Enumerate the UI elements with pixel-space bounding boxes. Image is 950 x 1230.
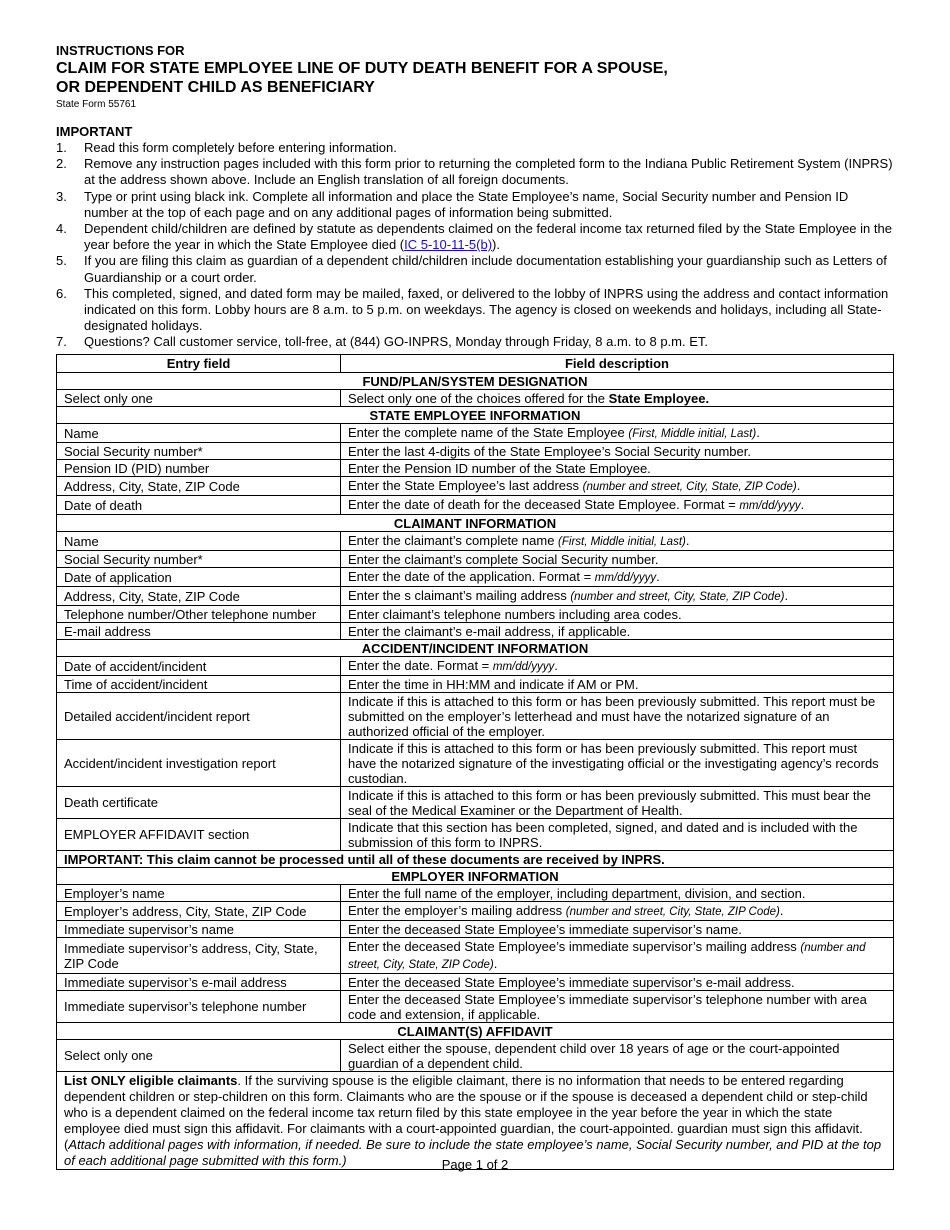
field-description-cell [341,937,894,973]
table-row [57,786,894,818]
desc-italic: mm/dd/yyyy [739,499,801,512]
instruction-item [56,253,894,285]
table-row [57,586,894,605]
entry-field-cell: Social Security number* [57,550,341,567]
field-description-cell: Enter the Pension ID number of the State Employee. [341,459,894,476]
field-description-cell: Indicate if this is attached to this form or has been previously submitted. This report must have the notarized signature of the investigating official or the investigating agency’s records custodian. [341,739,894,786]
entry-field-cell: E-mail address [57,622,341,639]
instruction-text-part: Dependent child/children are defined by statute as dependents claimed on the federal income tax returned filed by the State Employee in the year before the year in which the State Employee died ( [84,221,892,253]
instruction-text: Type or print using black ink. Complete all information and place the State Employee’s name, Social Security number and Pension ID number at the top of each page and on any additional pages of information being submitted. [84,188,849,220]
entry-field-cell: Pension ID (PID) number [57,459,341,476]
instruction-text: If you are filing this claim as guardian of a dependent child/children include documentation establishing your guardianship such as Letters of Guardianship or a court order. [84,253,887,285]
entry-field-cell: EMPLOYER AFFIDAVIT section [57,818,341,850]
entry-field-cell: Employer’s name [57,884,341,901]
table-row [57,389,894,406]
important-row [57,850,894,867]
instruction-text-part: ). [492,237,500,253]
field-description-cell: Enter the time in HH:MM and indicate if AM or PM. [341,675,894,692]
entry-field-cell: Immediate supervisor’s telephone number [57,990,341,1022]
entry-field-cell: Immediate supervisor’s name [57,920,341,937]
field-description-cell [341,423,894,442]
section-row [57,867,894,884]
desc-end: . [685,532,690,548]
entry-field-cell: Immediate supervisor’s address, City, State, ZIP Code [57,937,341,973]
desc-italic: (number and street, City, State, ZIP Code) [570,590,785,603]
section-heading-employer: EMPLOYER INFORMATION [57,867,894,884]
instruction-number: 1. [56,140,67,155]
desc-end: . [756,424,760,440]
field-description-cell [341,476,894,495]
field-description-cell: Enter the deceased State Employee’s immediate supervisor’s e-mail address. [341,973,894,990]
table-row [57,937,894,973]
entry-field-cell: Name [57,423,341,442]
instruction-number: 7. [56,334,67,350]
table-row [57,495,894,514]
field-description-cell: Select either the spouse, dependent child over 18 years of age or the court-appointed guardian of a dependent child. [341,1039,894,1071]
table-row [57,442,894,459]
entry-field-cell: Address, City, State, ZIP Code [57,476,341,495]
section-heading-state-employee: STATE EMPLOYEE INFORMATION [57,406,894,423]
important-heading: IMPORTANT [56,124,133,139]
field-description-cell [341,389,894,406]
note-bold: List ONLY eligible claimants [64,1072,238,1088]
table-row [57,459,894,476]
desc-italic: (number and street, City, State, ZIP Code) [348,941,866,971]
instruction-item [56,140,894,156]
section-row [57,372,894,389]
table-row [57,531,894,550]
desc-bold: State Employee. [608,390,710,406]
entry-field-cell: Select only one [57,1039,341,1071]
instruction-item [56,189,894,221]
field-description-cell: Enter the claimant’s e-mail address, if applicable. [341,622,894,639]
desc-text: Enter the deceased State Employee’s immediate supervisor’s mailing address [348,938,801,954]
table-row [57,567,894,586]
desc-end: . [493,955,498,971]
instruction-text [84,221,894,253]
table-row [57,476,894,495]
desc-text: Enter the claimant’s complete name [348,532,559,548]
desc-end: . [656,568,660,584]
important-notice: IMPORTANT: This claim cannot be processed until all of these documents are received by INPRS. [57,850,894,867]
entry-field-cell: Immediate supervisor’s e-mail address [57,973,341,990]
field-description-cell: Enter the deceased State Employee’s immediate supervisor’s telephone number with area code and extension, if applicable. [341,990,894,1022]
super-title: INSTRUCTIONS FOR [56,43,185,58]
desc-italic: mm/dd/yyyy [594,571,657,584]
field-description-cell [341,656,894,675]
instruction-text: This completed, signed, and dated form may be mailed, faxed, or delivered to the lobby of INPRS using the address and contact information indicated on this form. Lobby hours are 8 a.m. to 5 p.m. on weekdays. The agency is closed on weekends and holidays, including all State-designated holidays. [84,285,889,334]
section-row [57,406,894,423]
field-description-cell: Indicate if this is attached to this form or has been previously submitted. This report must be submitted on the employer’s letterhead and must have the notarized signature of an authorized official of the employer. [341,692,894,739]
table-row [57,550,894,567]
table-row [57,818,894,850]
statute-link[interactable]: IC 5-10-11-5(b) [404,237,493,253]
entry-field-cell: Date of death [57,495,341,514]
table-row [57,622,894,639]
desc-italic: (First, Middle initial, Last) [628,427,757,440]
field-description-cell: Enter the full name of the employer, including department, division, and section. [341,884,894,901]
table-header-row [57,354,894,372]
table-row [57,884,894,901]
entry-field-cell: Date of application [57,567,341,586]
desc-italic: mm/dd/yyyy [492,660,555,673]
table-row [57,605,894,622]
table-row [57,1039,894,1071]
desc-text: Enter the s claimant’s mailing address [348,587,571,603]
instruction-text: Remove any instruction pages included with this form prior to returning the completed form to the Indiana Public Retirement System (INPRS) at the address shown above. Include an English translation of all foreign documents. [84,156,893,188]
entry-field-cell: Detailed accident/incident report [57,692,341,739]
table-row [57,973,894,990]
field-description-cell [341,901,894,920]
page-number: Page 1 of 2 [441,1157,509,1172]
note-italic: Attach additional pages with information, if needed. Be sure to include the state employee’s name, Social Security number, and PID at the top of each additional page submitted with this form.) [64,1136,882,1168]
desc-italic: (number and street, City, State, ZIP Code) [565,905,780,918]
column-header-entry: Entry field [57,354,341,372]
field-description-table [56,354,894,1170]
desc-end: . [796,477,801,493]
desc-end: . [784,587,789,603]
field-description-cell [341,495,894,514]
instruction-item [56,334,894,350]
desc-text: Select only one of the choices offered for the [348,390,609,406]
instruction-number: 3. [56,188,67,204]
section-heading-accident: ACCIDENT/INCIDENT INFORMATION [57,639,894,656]
section-row [57,514,894,531]
field-description-cell: Indicate that this section has been completed, signed, and dated and is included with the submission of this form to INPRS. [341,818,894,850]
instruction-text: Questions? Call customer service, toll-free, at (844) GO-INPRS, Monday through Friday, 8 a.m. to 8 p.m. ET. [84,334,708,350]
desc-end: . [779,902,784,918]
desc-text: Enter the complete name of the State Employee [348,424,629,440]
table-row [57,656,894,675]
section-heading-claimant: CLAIMANT INFORMATION [57,514,894,531]
desc-text: Enter the State Employee’s last address [348,477,583,493]
entry-field-cell: Telephone number/Other telephone number [57,605,341,622]
section-heading-affidavit: CLAIMANT(S) AFFIDAVIT [57,1022,894,1039]
table-row [57,423,894,442]
eligible-claimants-note [57,1071,894,1169]
desc-end: . [554,657,558,673]
instruction-item [56,221,894,253]
section-heading-fund: FUND/PLAN/SYSTEM DESIGNATION [57,372,894,389]
desc-italic: (number and street, City, State, ZIP Code) [582,480,797,493]
note-text: . If the surviving spouse is the eligible claimant, there is no information that needs to be entered regarding dependent children or step-children on this form. Claimants who are the spouse or if the spouse is deceased a dependent child or step-child who is a dependent claimed on the federal income tax return filed by this state employee in the year before the year in which the state employee died must sign this affidavit. For claimants with a court-appointed guardian, the court-appointed. guardian must sign this affidavit. ( [64,1072,868,1152]
section-row [57,1022,894,1039]
instruction-item [56,156,894,188]
table-row [57,920,894,937]
entry-field-cell: Name [57,531,341,550]
entry-field-cell: Address, City, State, ZIP Code [57,586,341,605]
table-row [57,675,894,692]
column-header-description: Field description [341,354,894,372]
field-description-cell: Enter the claimant’s complete Social Security number. [341,550,894,567]
page-title-line-1: CLAIM FOR STATE EMPLOYEE LINE OF DUTY DEATH BENEFIT FOR A SPOUSE, [56,60,668,77]
section-row [57,639,894,656]
page-title-line-2: OR DEPENDENT CHILD AS BENEFICIARY [56,79,375,96]
instruction-list [56,140,894,351]
desc-text: Enter the date. Format = [348,657,493,673]
field-description-cell [341,586,894,605]
instruction-text: Read this form completely before entering information. [84,140,397,155]
entry-field-cell: Social Security number* [57,442,341,459]
field-description-cell: Enter claimant’s telephone numbers including area codes. [341,605,894,622]
field-description-cell: Indicate if this is attached to this form or has been previously submitted. This must bear the seal of the Medical Examiner or the Department of Health. [341,786,894,818]
instruction-number: 5. [56,253,67,269]
field-description-cell [341,531,894,550]
entry-field-cell: Death certificate [57,786,341,818]
field-description-cell: Enter the last 4-digits of the State Employee’s Social Security number. [341,442,894,459]
table-row [57,901,894,920]
instruction-number: 6. [56,285,67,301]
desc-italic: (First, Middle initial, Last) [558,535,686,548]
entry-field-cell: Accident/incident investigation report [57,739,341,786]
instruction-number: 2. [56,156,67,172]
entry-field-cell: Employer’s address, City, State, ZIP Code [57,901,341,920]
entry-field-cell: Date of accident/incident [57,656,341,675]
desc-text: Enter the date of the application. Format = [348,568,595,584]
desc-end: . [800,496,805,512]
form-number: State Form 55761 [56,99,137,110]
table-row [57,739,894,786]
field-description-cell [341,567,894,586]
table-row [57,990,894,1022]
table-row [57,692,894,739]
desc-text: Enter the date of death for the deceased State Employee. Format = [348,496,740,512]
desc-text: Enter the employer’s mailing address [348,902,566,918]
instruction-item [56,286,894,335]
form-instructions-page [56,43,894,1170]
field-description-cell: Enter the deceased State Employee’s immediate supervisor’s name. [341,920,894,937]
instruction-number: 4. [56,221,67,237]
note-row [57,1071,894,1169]
entry-field-cell: Time of accident/incident [57,675,341,692]
entry-field-cell: Select only one [57,389,341,406]
